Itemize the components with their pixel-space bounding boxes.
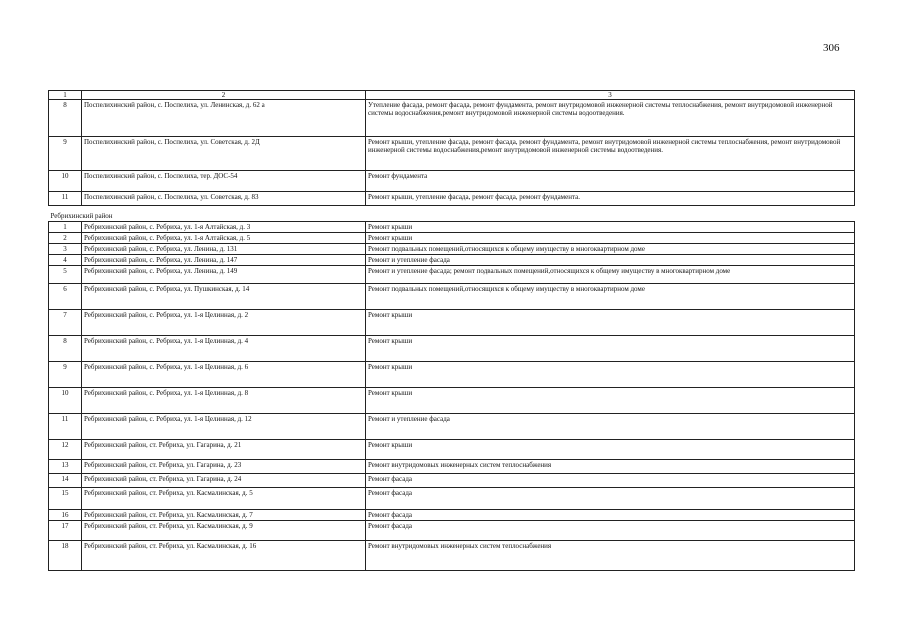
address-cell: Поспелихинский район, с. Поспелиха, ул. Советская, д. 83	[82, 192, 366, 206]
work-description-cell: Ремонт крыши	[366, 336, 855, 362]
work-description-cell: Ремонт крыши	[366, 362, 855, 388]
work-description-cell: Ремонт крыши	[366, 222, 855, 233]
work-description-cell: Ремонт фасада	[366, 521, 855, 541]
row-number-cell: 14	[49, 474, 82, 488]
row-number-cell: 9	[49, 137, 82, 171]
table-row	[49, 192, 855, 206]
work-description-cell: Ремонт подвальных помещений,относящихся к общему имуществу в многоквартирном доме	[366, 284, 855, 310]
row-number-cell: 16	[49, 510, 82, 521]
row-number-cell: 13	[49, 460, 82, 474]
table-row	[49, 521, 855, 541]
address-cell: Ребрихинский район, с. Ребриха, ул. 1-я Алтайская, д. 3	[82, 222, 366, 233]
page-number: 306	[823, 42, 840, 54]
row-number-cell: 1	[49, 222, 82, 233]
work-description-cell: Ремонт подвальных помещений,относящихся к общему имуществу в многоквартирном доме	[366, 244, 855, 255]
column-number-1: 1	[49, 91, 82, 100]
address-cell: Ребрихинский район, с. Ребриха, ул. 1-я Целинная, д. 6	[82, 362, 366, 388]
address-cell: Ребрихинский район, ст. Ребриха, ул. Гагарина, д. 23	[82, 460, 366, 474]
row-number-cell: 5	[49, 266, 82, 284]
table-row	[49, 255, 855, 266]
work-description-cell: Ремонт крыши	[366, 440, 855, 460]
table-row	[49, 222, 855, 233]
address-cell: Ребрихинский район, с. Ребриха, ул. Ленина, д. 149	[82, 266, 366, 284]
row-number-cell: 3	[49, 244, 82, 255]
address-cell: Ребрихинский район, с. Ребриха, ул. 1-я Целинная, д. 8	[82, 388, 366, 414]
address-cell: Ребрихинский район, с. Ребриха, ул. Ленина, д. 131	[82, 244, 366, 255]
table-row	[49, 440, 855, 460]
table-row	[49, 388, 855, 414]
work-description-cell: Ремонт крыши, утепление фасада, ремонт фасада, ремонт фундамента.	[366, 192, 855, 206]
work-description-cell: Ремонт крыши	[366, 233, 855, 244]
row-number-cell: 4	[49, 255, 82, 266]
table-row	[49, 244, 855, 255]
work-description-cell: Ремонт и утепление фасада	[366, 255, 855, 266]
row-number-cell: 11	[49, 414, 82, 440]
address-cell: Ребрихинский район, с. Ребриха, ул. 1-я Целинная, д. 4	[82, 336, 366, 362]
table-row	[49, 460, 855, 474]
row-number-cell: 8	[49, 100, 82, 137]
work-description-cell: Ремонт крыши, утепление фасада, ремонт фасада, ремонт фундамента, ремонт внутридомовой инженерной системы теплоснабжения, ремонт внутридомовой инженерной системы водоснабжения,ремонт внутридомовой инженерной системы водоотведения.	[366, 137, 855, 171]
table-row	[49, 284, 855, 310]
table-row	[49, 488, 855, 510]
work-description-cell: Ремонт фасада	[366, 510, 855, 521]
table-row	[49, 541, 855, 571]
work-description-cell: Ремонт и утепление фасада; ремонт подвальных помещений,относящихся к общему имуществу в многоквартирном доме	[366, 266, 855, 284]
address-cell: Ребрихинский район, с. Ребриха, ул. Ленина, д. 147	[82, 255, 366, 266]
work-description-cell: Ремонт крыши	[366, 388, 855, 414]
work-description-cell: Утепление фасада, ремонт фасада, ремонт фундамента, ремонт внутридомовой инженерной системы теплоснабжения, ремонт внутридомовой инженерной системы водоснабжения,ремонт внутридомовой инженерной системы водоотведения.	[366, 100, 855, 137]
district-heading: Ребрихинский район	[49, 206, 855, 222]
column-number-2: 2	[82, 91, 366, 100]
address-cell: Ребрихинский район, с. Ребриха, ул. 1-я Целинная, д. 2	[82, 310, 366, 336]
row-number-cell: 6	[49, 284, 82, 310]
row-number-cell: 11	[49, 192, 82, 206]
district-heading-row	[49, 206, 855, 222]
table-row	[49, 362, 855, 388]
row-number-cell: 18	[49, 541, 82, 571]
row-number-cell: 10	[49, 388, 82, 414]
address-cell: Ребрихинский район, ст. Ребриха, ул. Касмалинская, д. 16	[82, 541, 366, 571]
table-row	[49, 336, 855, 362]
row-number-cell: 17	[49, 521, 82, 541]
table-row	[49, 100, 855, 137]
address-cell: Ребрихинский район, ст. Ребриха, ул. Гагарина, д. 24	[82, 474, 366, 488]
work-description-cell: Ремонт крыши	[366, 310, 855, 336]
address-cell: Ребрихинский район, ст. Ребриха, ул. Касмалинская, д. 9	[82, 521, 366, 541]
work-description-cell: Ремонт и утепление фасада	[366, 414, 855, 440]
work-description-cell: Ремонт внутридомовых инженерных систем теплоснабжения	[366, 541, 855, 571]
row-number-cell: 8	[49, 336, 82, 362]
row-number-cell: 10	[49, 171, 82, 192]
table-body	[49, 91, 855, 571]
address-cell: Ребрихинский район, ст. Ребриха, ул. Касмалинская, д. 7	[82, 510, 366, 521]
row-number-cell: 15	[49, 488, 82, 510]
work-description-cell: Ремонт фасада	[366, 474, 855, 488]
repair-program-table	[48, 90, 855, 571]
address-cell: Ребрихинский район, ст. Ребриха, ул. Касмалинская, д. 5	[82, 488, 366, 510]
table-row	[49, 171, 855, 192]
row-number-cell: 12	[49, 440, 82, 460]
address-cell: Поспелихинский район, с. Поспелиха, ул. Ленинская, д. 62 а	[82, 100, 366, 137]
address-cell: Ребрихинский район, с. Ребриха, ул. 1-я Целинная, д. 12	[82, 414, 366, 440]
work-description-cell: Ремонт внутридомовых инженерных систем теплоснабжения	[366, 460, 855, 474]
table-row	[49, 266, 855, 284]
column-number-row	[49, 91, 855, 100]
table-row	[49, 137, 855, 171]
table-row	[49, 310, 855, 336]
address-cell: Ребрихинский район, с. Ребриха, ул. 1-я Алтайская, д. 5	[82, 233, 366, 244]
address-cell: Поспелихинский район, с. Поспелиха, ул. Советская, д. 2Д	[82, 137, 366, 171]
column-number-3: 3	[366, 91, 855, 100]
table-row	[49, 233, 855, 244]
row-number-cell: 9	[49, 362, 82, 388]
address-cell: Поспелихинский район, с. Поспелиха, тер. ДОС-54	[82, 171, 366, 192]
address-cell: Ребрихинский район, ст. Ребриха, ул. Гагарина, д. 21	[82, 440, 366, 460]
work-description-cell: Ремонт фундамента	[366, 171, 855, 192]
row-number-cell: 2	[49, 233, 82, 244]
table-row	[49, 510, 855, 521]
address-cell: Ребрихинский район, с. Ребриха, ул. Пушкинская, д. 14	[82, 284, 366, 310]
row-number-cell: 7	[49, 310, 82, 336]
work-description-cell: Ремонт фасада	[366, 488, 855, 510]
table-row	[49, 414, 855, 440]
table-row	[49, 474, 855, 488]
